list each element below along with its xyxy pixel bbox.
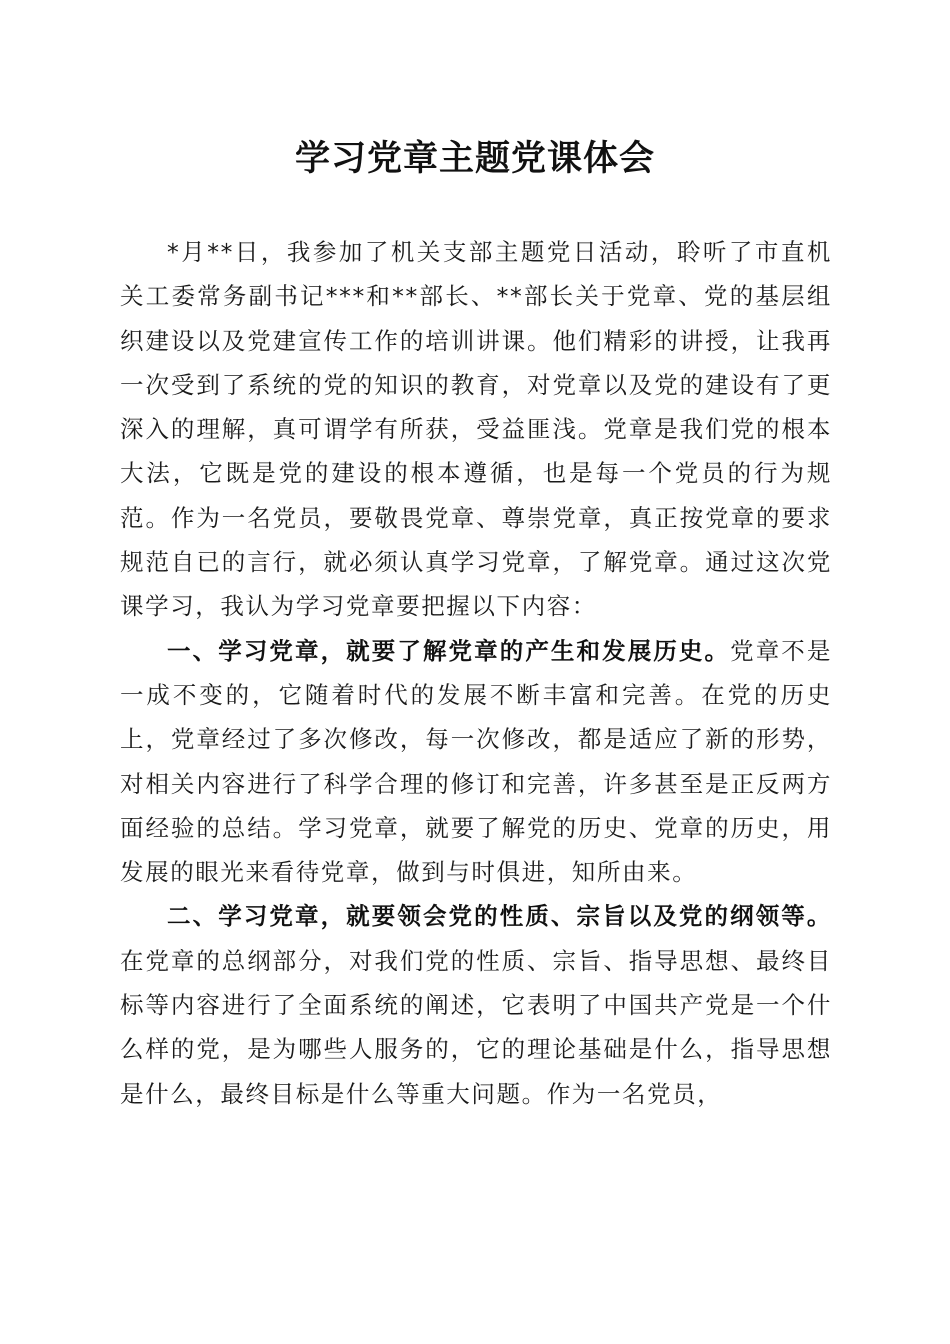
document-title: 学习党章主题党课体会 xyxy=(294,138,655,179)
paragraph-heading: 二、学习党章，就要领会党的性质、宗旨以及党的纲领等。 xyxy=(167,902,832,931)
paragraph-heading: 一、学习党章，就要了解党章的产生和发展历史。 xyxy=(167,636,731,665)
paragraph-intro xyxy=(120,230,832,629)
paragraph-section-2 xyxy=(120,894,832,1115)
paragraph-text: *月**日，我参加了机关支部主题党日活动，聆听了市直机关工委常务副书记***和**部长、**部长关于党章、党的基层组织建设以及党建宣传工作的培训讲课。他们精彩的讲授，让我再一次受到了系统的党的知识的教育，对党章以及党的建设有了更深入的理解，真可谓学有所获，受益匪浅。党章是我们党的根本大法，它既是党的建设的根本遵循，也是每一个党员的行为规范。作为一名党员，要敬畏党章、尊崇党章，真正按党章的要求规范自已的言行，就必须认真学习党章，了解党章。通过这次党课学习，我认为学习党章要把握以下内容： xyxy=(120,238,832,621)
paragraph-section-1 xyxy=(120,629,832,895)
document-body xyxy=(120,230,832,1116)
paragraph-text: 党章不是一成不变的，它随着时代的发展不断丰富和完善。在党的历史上，党章经过了多次修改，每一次修改，都是适应了新的形势，对相关内容进行了科学合理的修订和完善，许多甚至是正反两方面经验的总结。学习党章，就要了解党的历史、党章的历史，用发展的眼光来看待党章，做到与时俱进，知所由来。 xyxy=(120,636,832,887)
paragraph-text: 在党章的总纲部分，对我们党的性质、宗旨、指导思想、最终目标等内容进行了全面系统的阐述，它表明了中国共产党是一个什么样的党，是为哪些人服务的，它的理论基础是什么，指导思想是什么，最终目标是什么等重大问题。作为一名党员， xyxy=(120,946,832,1108)
